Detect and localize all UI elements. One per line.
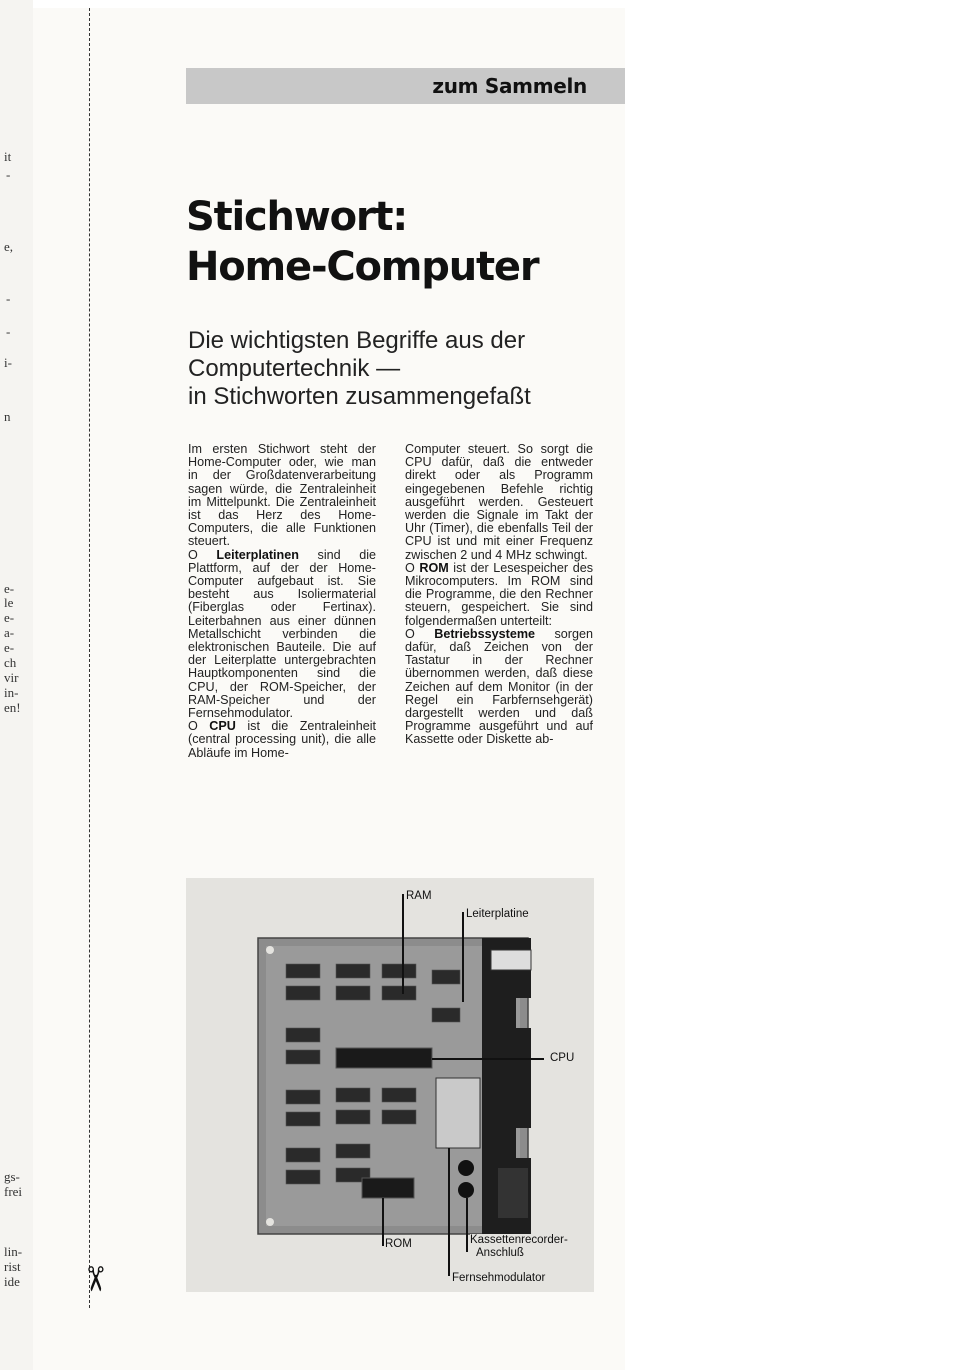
definition: sind die Plattform, auf der der Home-Computer aufgebaut ist. Sie besteht aus Isoliermaterial (Fiberglas oder Fertinax). Leiterbahnen aus einer dünnen Metallschicht verbinden die elektronischen Bauteile. Die auf der Leiterplatte untergebrachten Hauptkomponenten sind die CPU, der ROM-Speicher, der RAM-Speicher und der Fernsehmodulator. xyxy=(188,547,376,721)
paragraph xyxy=(405,562,593,628)
leader-line xyxy=(466,1198,468,1252)
paragraph: Im ersten Stichwort steht der Home-Computer oder, wie man in der Großdatenverarbeitung sagen würde, die Zentraleinheit im Mittelpunkt. Die Zentraleinheit ist das Herz des Home-Computers, die alle Funktionen steuert. xyxy=(188,442,376,549)
definition: ist die Zentraleinheit (central processing unit), die alle Abläufe im Home- xyxy=(188,719,376,760)
margin-fragment: en! xyxy=(4,700,21,715)
scissors-icon: ✂ xyxy=(75,1264,114,1294)
section-banner xyxy=(186,68,625,104)
margin-fragment: - xyxy=(6,291,11,306)
title-line-2: Home-Computer xyxy=(186,244,539,290)
leader-line xyxy=(402,894,404,994)
leader-line xyxy=(432,1058,544,1060)
margin-fragment: e, xyxy=(4,239,14,254)
label-cpu: CPU xyxy=(550,1052,575,1064)
label-rom: ROM xyxy=(385,1238,412,1250)
margin-fragment: i- xyxy=(4,355,12,370)
margin-fragment: - xyxy=(6,167,11,182)
screw-hole xyxy=(266,1218,274,1226)
term: Betriebssysteme xyxy=(434,626,536,641)
margin-fragment: vir xyxy=(4,670,19,685)
rom-chip xyxy=(362,1178,414,1198)
margin-fragment: a- xyxy=(4,625,15,640)
circuit-board-image xyxy=(186,878,594,1292)
margin-fragment: in- xyxy=(4,685,19,700)
leader-line xyxy=(448,1148,450,1276)
margin-fragment: rist xyxy=(4,1259,21,1274)
circuit-board-figure xyxy=(186,878,594,1292)
margin-fragment: frei xyxy=(4,1184,23,1199)
subtitle-line-2: Computertechnik — xyxy=(188,355,401,382)
margin-fragment: ch xyxy=(4,655,17,670)
bullet-icon: O xyxy=(405,560,415,575)
leader-line xyxy=(462,912,464,1002)
leader-line xyxy=(382,1198,384,1246)
margin-fragment: - xyxy=(6,324,11,339)
subtitle-line-3: in Stichworten zusammengefaßt xyxy=(188,383,531,410)
jack-socket xyxy=(458,1182,474,1198)
margin-fragment: e- xyxy=(4,581,15,596)
cut-line xyxy=(89,8,90,1308)
body-column-1 xyxy=(188,443,376,760)
cpu-chip xyxy=(336,1048,432,1068)
margin-fragment: e- xyxy=(4,640,15,655)
article-title xyxy=(186,192,606,292)
screw-hole xyxy=(266,946,274,954)
label-kassetten-line-1: Kassettenrecorder- xyxy=(470,1234,568,1246)
term: ROM xyxy=(419,560,449,575)
paragraph: Computer steuert. So sorgt die CPU dafür, daß die entweder direkt oder als Programm eingegebenen Befehle richtig ausgeführt werden. Gesteuert werden die Signale im Takt der Uhr (Timer), die ebenfalls Teil der CPU ist und mit einer Frequenz zwischen 2 und 4 MHz schwingt. xyxy=(405,442,593,562)
article-subtitle xyxy=(188,327,608,411)
margin-fragment: lin- xyxy=(4,1244,23,1259)
paragraph xyxy=(405,628,593,747)
margin-fragment: gs- xyxy=(4,1169,20,1184)
bullet-icon: O xyxy=(405,626,415,641)
margin-fragment: le xyxy=(4,595,14,610)
section-label: zum Sammeln xyxy=(432,74,587,98)
subtitle-line-1: Die wichtigsten Begriffe aus der xyxy=(188,327,526,354)
title-line-1: Stichwort: xyxy=(186,194,408,240)
connector-tab xyxy=(498,1168,528,1218)
body-column-2 xyxy=(405,443,593,747)
bullet-icon: O xyxy=(188,719,198,734)
modulator-box xyxy=(436,1078,480,1148)
jack-socket xyxy=(458,1160,474,1176)
term: Leiterplatinen xyxy=(216,547,299,562)
connector-tab xyxy=(491,950,531,970)
label-kassetten-line-2: Anschluß xyxy=(476,1247,524,1259)
label-fernsehmodulator: Fernsehmodulator xyxy=(452,1272,546,1284)
margin-fragment: it xyxy=(4,149,12,164)
bullet-icon: O xyxy=(188,547,198,562)
paragraph xyxy=(188,720,376,760)
margin-fragment: n xyxy=(4,409,11,424)
paragraph xyxy=(188,549,376,721)
label-ram: RAM xyxy=(406,890,432,902)
margin-fragment: e- xyxy=(4,610,15,625)
term: CPU xyxy=(209,719,236,734)
label-leiterplatine: Leiterplatine xyxy=(466,908,529,920)
definition: sorgen dafür, daß Zeichen von der Tastatur in der Rechner übernommen werden, daß diese Zeichen auf dem Monitor (in der Regel ein Farbfernsehgerät) dargestellt werden und daß Programme ausgeführt und auf Kassette oder Diskette ab- xyxy=(405,626,593,747)
margin-fragment: ide xyxy=(4,1274,20,1289)
definition: ist der Lesespeicher des Mikrocomputers. Im ROM sind die Programme, die den Rechner steuern, gespeichert. Sie sind folgendermaßen unterteilt: xyxy=(405,560,593,628)
